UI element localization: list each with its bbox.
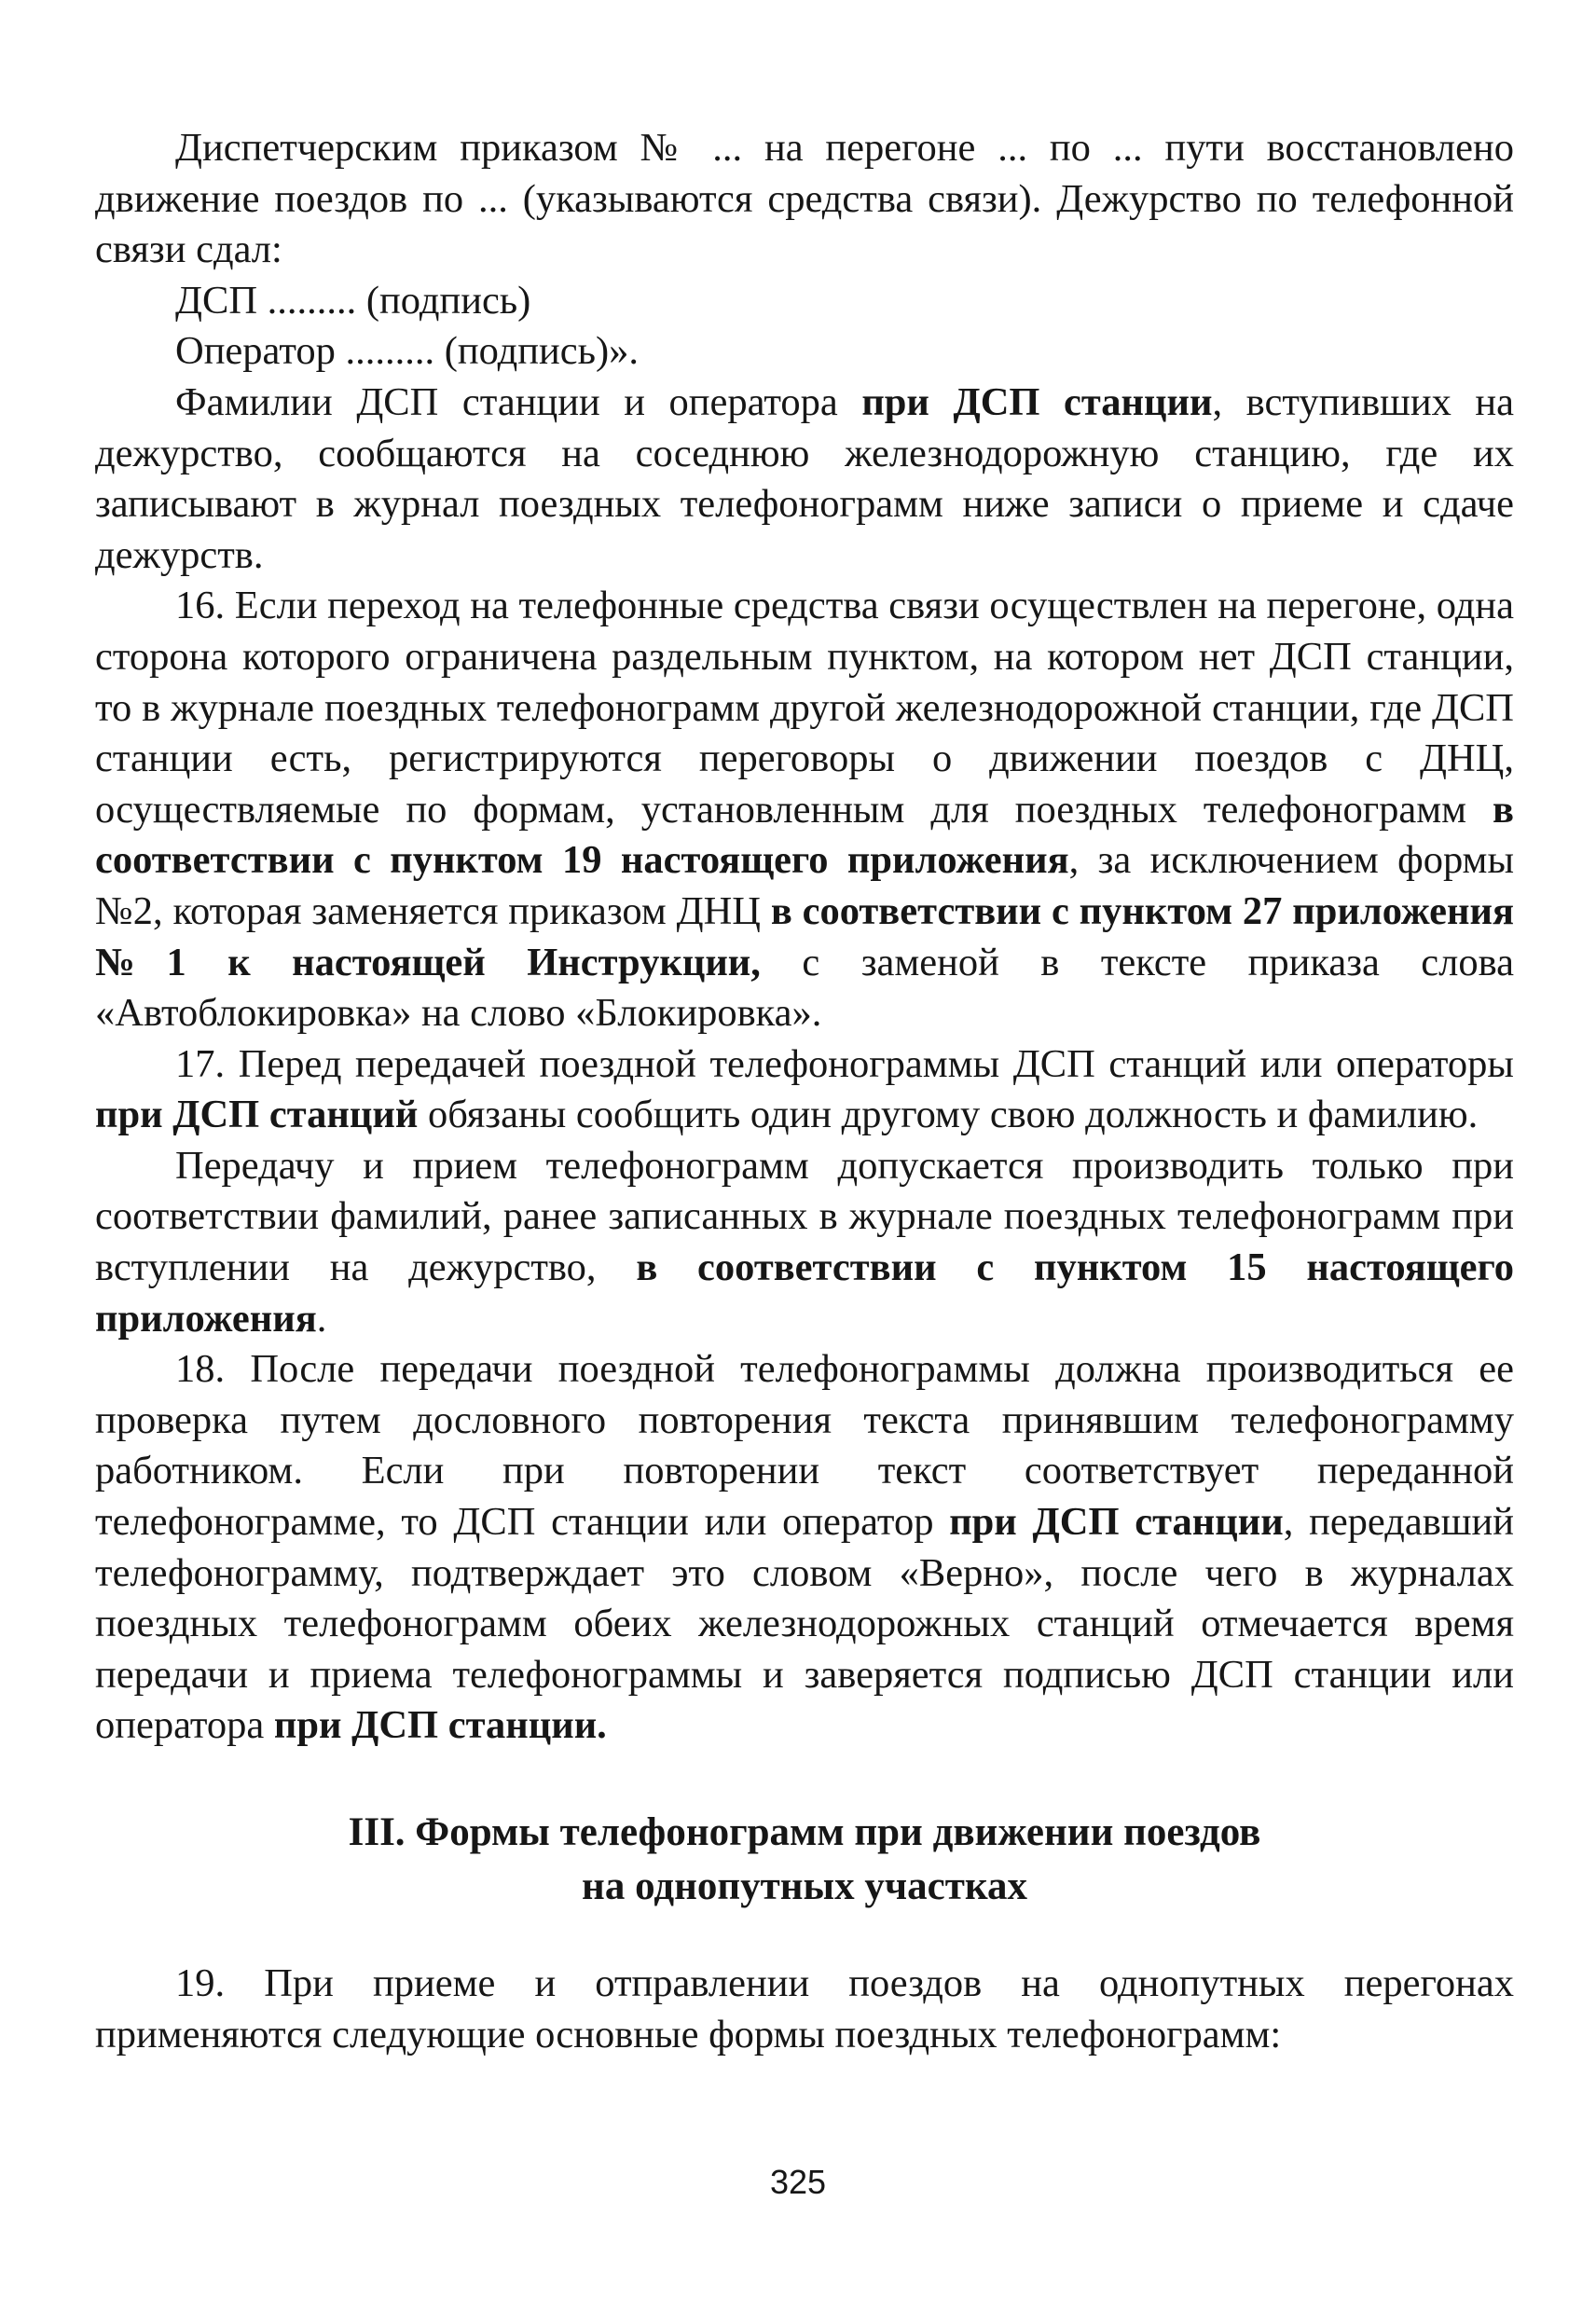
paragraph-17 [95, 1039, 1514, 1141]
text-run: 18. После передачи поездной телефонограммы должна производиться ее проверка путем дословного повторения текста принявшим телефонограмму работником. Если при повторении текст соответствует переданной телефонограмме, то ДСП станции или оператор [95, 1347, 1514, 1545]
signature-line-operator: Оператор ......... (подпись)». [175, 329, 640, 374]
signature-line-dsp: ДСП ......... (подпись) [175, 278, 531, 323]
text-run: Передачу и прием телефонограмм допускается производить только при соответствии фамилий, ранее записанных в журнале поездных телефонограмм при вступлении на дежурство, [95, 1143, 1514, 1290]
paragraph-families [95, 378, 1514, 581]
bold-run: при ДСП станции. [273, 1703, 607, 1748]
paragraph-19: 19. При приеме и отправлении поездов на однопутных перегонах применяются следующие основные формы поездных телефонограмм: [95, 1961, 1514, 2057]
bold-run: в соответствии с пунктом 19 настоящего приложения [95, 787, 1514, 883]
text-run: с заменой в тексте приказа слова «Автоблокировка» на слово «Блокировка». [95, 940, 1514, 1036]
text-run: 16. Если переход на телефонные средства связи осуществлен на перегоне, одна сторона которого ограничена раздельным пунктом, на котором нет ДСП станции, то в журнале поездных телефонограмм другой железнодорожной станции, где ДСП станции есть, регистрируются переговоры о движении поездов с ДНЦ, осуществляемые по формам, установленным для поездных телефонограмм [95, 584, 1514, 832]
text-run: . [316, 1296, 327, 1341]
text-run: обязаны сообщить один другому свою должность и фамилию. [418, 1093, 1479, 1137]
bold-run: в соответствии с пунктом 15 настоящего приложения [95, 1245, 1515, 1341]
bold-run: в соответствии с пунктом 27 приложения №1 к настоящей Инструкции, [95, 888, 1514, 984]
section-heading [95, 1806, 1514, 1914]
paragraph-16 [95, 581, 1514, 1039]
text-run: , вступивших на дежурство, сообщаются на соседнюю железнодорожную станцию, где их записывают в журнал поездных телефонограмм ниже записи о приеме и сдаче дежурств. [95, 379, 1515, 577]
section-heading-line2: на однопутных участках [582, 1864, 1027, 1908]
paragraph-intro: Диспетчерским приказом № ... на перегоне ... по ... пути восстановлено движение поездов по ... (указываются средства связи). Дежурство по телефонной связи сдал: [95, 126, 1514, 272]
text-run: Фамилии ДСП станции и оператора [175, 379, 862, 424]
bold-run: при ДСП станции [861, 379, 1213, 424]
page-number: 325 [769, 2163, 827, 2201]
text-run: 17. Перед передачей поездной телефонограммы ДСП станций или операторы [175, 1041, 1514, 1086]
bold-run: при ДСП станции [949, 1500, 1284, 1545]
paragraph-transfer [95, 1141, 1514, 1344]
page-text [95, 123, 1514, 2060]
section-heading-line1: III. Формы телефонограмм при движении поездов [348, 1810, 1261, 1854]
text-run: , передавший телефонограмму, подтверждает это словом «Верно», после чего в журналах поездных телефонограмм обеих железнодорожных станций отмечается время передачи и приема телефонограммы и заверяется подписью ДСП станции или оператора [95, 1500, 1515, 1748]
bold-run: при ДСП станций [95, 1093, 419, 1137]
text-run: , за исключением формы №2, которая заменяется приказом ДНЦ [95, 838, 1514, 933]
paragraph-18 [95, 1344, 1514, 1752]
